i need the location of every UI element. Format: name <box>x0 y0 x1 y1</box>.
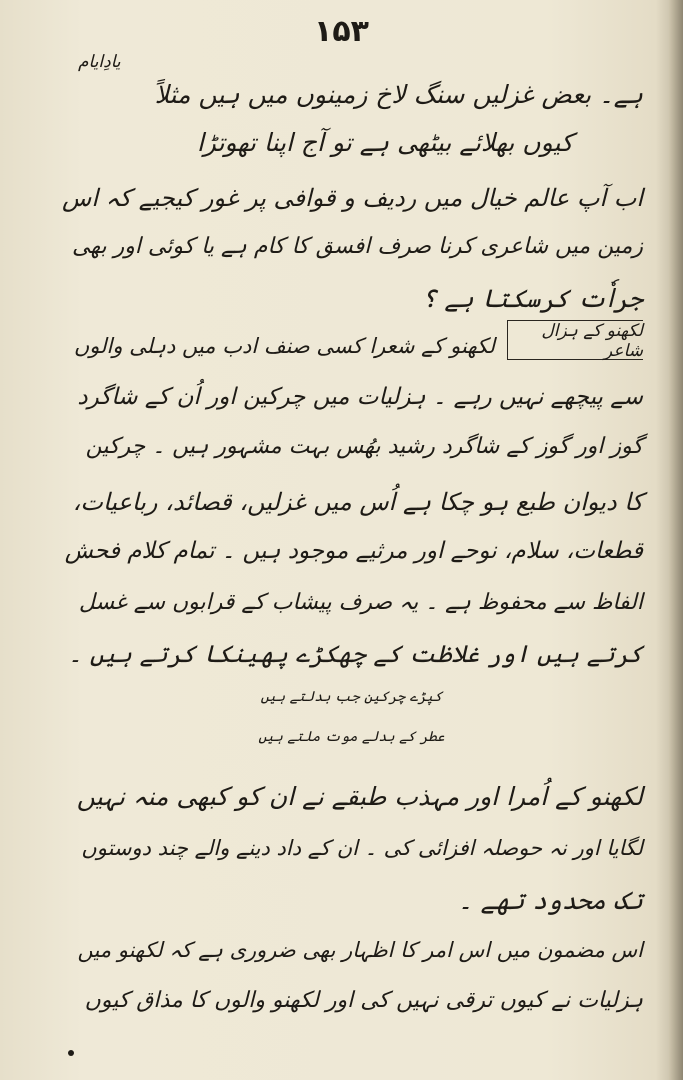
couplet-line: عطر کے بدلے موت ملتے ہیں <box>258 729 445 745</box>
text-line: زمین میں شاعری کرنا صرف افسق کا کام ہے یا کوئی اور بھی <box>71 234 643 259</box>
quoted-verse-line: کیوں بھلائے بیٹھی ہے تو آج اپنا تھوتڑا <box>196 128 573 157</box>
text-line: تک محدود تھے ۔ <box>458 886 643 915</box>
text-line: جراٗت کرسکتا ہے ؟ <box>421 284 643 313</box>
running-head: یادِایام <box>78 52 121 72</box>
text-line: اب آپ عالم خیال میں ردیف و قوافی پر غور کیجیے کہ اس <box>62 184 643 212</box>
text-line: سے پیچھے نہیں رہے ۔ ہزلیات میں چرکین اور اُن کے شاگرد <box>77 384 643 410</box>
section-heading: لکھنو کے ہزال شاعر <box>507 320 643 360</box>
page-spine-shadow <box>669 0 683 1080</box>
margin-dot <box>68 1050 74 1056</box>
text-line: اس مضمون میں اس امر کا اظہار بھی ضروری ہے کہ لکھنو میں <box>77 938 643 962</box>
text-line: الفاظ سے محفوظ ہے ۔ یہ صرف پیشاب کے قرابوں سے غسل <box>78 590 643 615</box>
text-line: لگایا اور نہ حوصلہ افزائی کی ۔ ان کے داد دینے والے چند دوستوں <box>81 836 643 860</box>
text-line: ہزلیات نے کیوں ترقی نہیں کی اور لکھنو والوں کا مذاق کیوں <box>84 988 643 1013</box>
couplet-line: کپڑے چرکین جب بدلتے ہیں <box>260 689 443 705</box>
text-line: کا دیوان طبع ہو چکا ہے اُس میں غزلیں، قصائد، رباعیات، <box>72 488 643 516</box>
text-line: لکھنو کے شعرا کسی صنف ادب میں دہلی والوں <box>73 334 495 358</box>
page-number: ۱۵۳ <box>314 14 369 49</box>
text-line: گوز اور گوز کے شاگرد رشید بھُس بہت مشہور ہیں ۔ چرکین <box>85 434 643 459</box>
text-line: کرتے ہیں اور غلاظت کے چھکڑے پھینکا کرتے ہیں ۔ <box>68 640 643 668</box>
text-line: لکھنو کے اُمرا اور مہذب طبقے نے ان کو کبھی منہ نہیں <box>76 782 643 811</box>
page-body <box>60 68 643 1052</box>
text-line: ہے۔ بعض غزلیں سنگ لاخ زمینوں میں ہیں مثلاً <box>154 80 643 109</box>
text-line: قطعات، سلام، نوحے اور مرثیے موجود ہیں ۔ تمام کلام فحش <box>64 538 643 564</box>
